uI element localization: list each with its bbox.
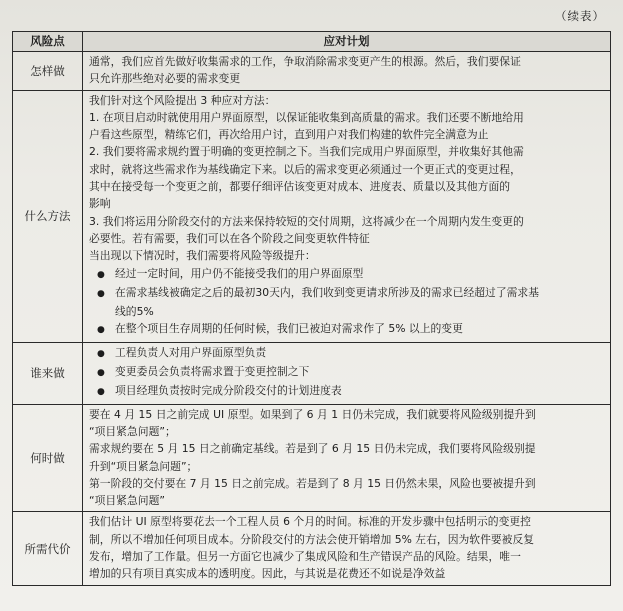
plan-line: 求时，就将这些需求作为基线确定下来。以后的需求变更必须通过一个更正式的变更过程， bbox=[89, 162, 521, 176]
header-plan: 应对计划 bbox=[83, 32, 611, 52]
plan-line: 制，所以不增加任何项目成本。分阶段交付的方法会使开销增加 5% 左右，因为软件要被反复 bbox=[89, 532, 535, 546]
plan-line: 户看这些原型，精练它们，再次给用户讨，直到用户对我们构建的软件完全满意为止 bbox=[89, 128, 489, 142]
bullet-dot-icon: ● bbox=[97, 269, 105, 280]
plan-line: 其中在接受每一个变更之前，都要仔细评估该变更对成本、进度表、质量以及其他方面的 bbox=[89, 180, 511, 194]
risk-label-how: 怎样做 bbox=[13, 52, 83, 91]
table-row-how bbox=[13, 52, 611, 91]
table-header-row bbox=[13, 32, 611, 52]
header-risk: 风险点 bbox=[13, 32, 83, 52]
plan-line: 影响 bbox=[89, 197, 111, 211]
plan-line: 只允许那些绝对必要的需求变更 bbox=[89, 72, 241, 86]
bullet-item-continuation: 线的5% bbox=[115, 305, 154, 319]
plan-line: 需求规约要在 5 月 15 日之前确定基线。若是到了 6 月 15 日仍未完成，我们要将风险级别提 bbox=[89, 442, 536, 456]
plan-line: 增加的只有项目真实成本的透明度。因此，与其说是花费还不如说是净效益 bbox=[89, 567, 446, 581]
plan-line: 发布，增加了工作量。但另一方面它也减少了集成风险和生产错误产品的风险。结果，唯一 bbox=[89, 550, 521, 564]
bullet-dot-icon: ● bbox=[97, 288, 105, 299]
bullet-item: ● 在整个项目生存周期的任何时候，我们已被迫对需求作了 5% 以上的变更 bbox=[89, 320, 606, 339]
bullet-item: ● 经过一定时间，用户仍不能接受我们的用户界面原型 bbox=[89, 265, 606, 284]
table-row-what bbox=[13, 90, 611, 342]
bullet-item: ● 在需求基线被确定之后的最初30天内，我们收到变更请求所涉及的需求已经超过了需求基 bbox=[89, 284, 606, 303]
plan-line: 要在 4 月 15 日之前完成 UI 原型。如果到了 6 月 1 日仍未完成，我们就要将风险级别提升到 bbox=[89, 407, 536, 421]
risk-label-who: 谁来做 bbox=[13, 342, 83, 404]
risk-plan-table bbox=[12, 31, 611, 586]
bullet-dot-icon: ● bbox=[97, 325, 105, 336]
plan-line: “项目紧急问题”； bbox=[89, 424, 176, 438]
plan-line: 2. 我们要将需求规约置于明确的变更控制之下。当我们完成用户界面原型，并收集好其他需 bbox=[89, 145, 524, 159]
plan-cell-what bbox=[83, 90, 611, 342]
table-row-who bbox=[13, 342, 611, 404]
plan-line: 我们针对这个风险提出 3 种应对方法： bbox=[89, 93, 276, 107]
plan-line: “项目紧急问题” bbox=[89, 494, 165, 508]
bullet-dot-icon: ● bbox=[97, 387, 105, 398]
table-row-cost bbox=[13, 512, 611, 585]
table-row-when bbox=[13, 404, 611, 512]
plan-cell-when bbox=[83, 404, 611, 512]
risk-label-when: 何时做 bbox=[13, 404, 83, 512]
bullet-dot-icon: ● bbox=[97, 348, 105, 359]
bullet-dot-icon: ● bbox=[97, 368, 105, 379]
continued-label: （续表） bbox=[555, 9, 605, 23]
risk-label-what: 什么方法 bbox=[13, 90, 83, 342]
bullet-item: ● 工程负责人对用户界面原型负责 bbox=[89, 344, 606, 363]
plan-cell-who bbox=[83, 342, 611, 404]
bullet-item: ● 项目经理负责按时完成分阶段交付的计划进度表 bbox=[89, 382, 606, 401]
plan-line: 1. 在项目启动时就使用用户界面原型，以保证能收集到高质量的需求。我们还要不断地给用 bbox=[89, 110, 524, 124]
plan-line: 第一阶段的交付要在 7 月 15 日之前完成。若是到了 8 月 15 日仍然未果，风险也要被提升到 bbox=[89, 476, 536, 490]
plan-line: 必要性。若有需要，我们可以在各个阶段之间变更软件特征 bbox=[89, 231, 370, 245]
plan-cell-how bbox=[83, 52, 611, 91]
bullet-item: ● 变更委员会负责将需求置于变更控制之下 bbox=[89, 363, 606, 382]
risk-label-cost: 所需代价 bbox=[13, 512, 83, 585]
plan-line: 升到“项目紧急问题”； bbox=[89, 459, 198, 473]
plan-line: 当出现以下情况时，我们需要将风险等级提升： bbox=[89, 249, 316, 263]
plan-cell-cost bbox=[83, 512, 611, 585]
plan-line: 我们估计 UI 原型将要花去一个工程人员 6 个月的时间。标准的开发步骤中包括明示的变更控 bbox=[89, 515, 531, 529]
plan-line: 通常，我们应首先做好收集需求的工作，争取消除需求变更产生的根源。然后，我们要保证 bbox=[89, 55, 521, 68]
plan-line: 3. 我们将运用分阶段交付的方法来保持较短的交付周期，这将减少在一个周期内发生变更的 bbox=[89, 214, 524, 228]
